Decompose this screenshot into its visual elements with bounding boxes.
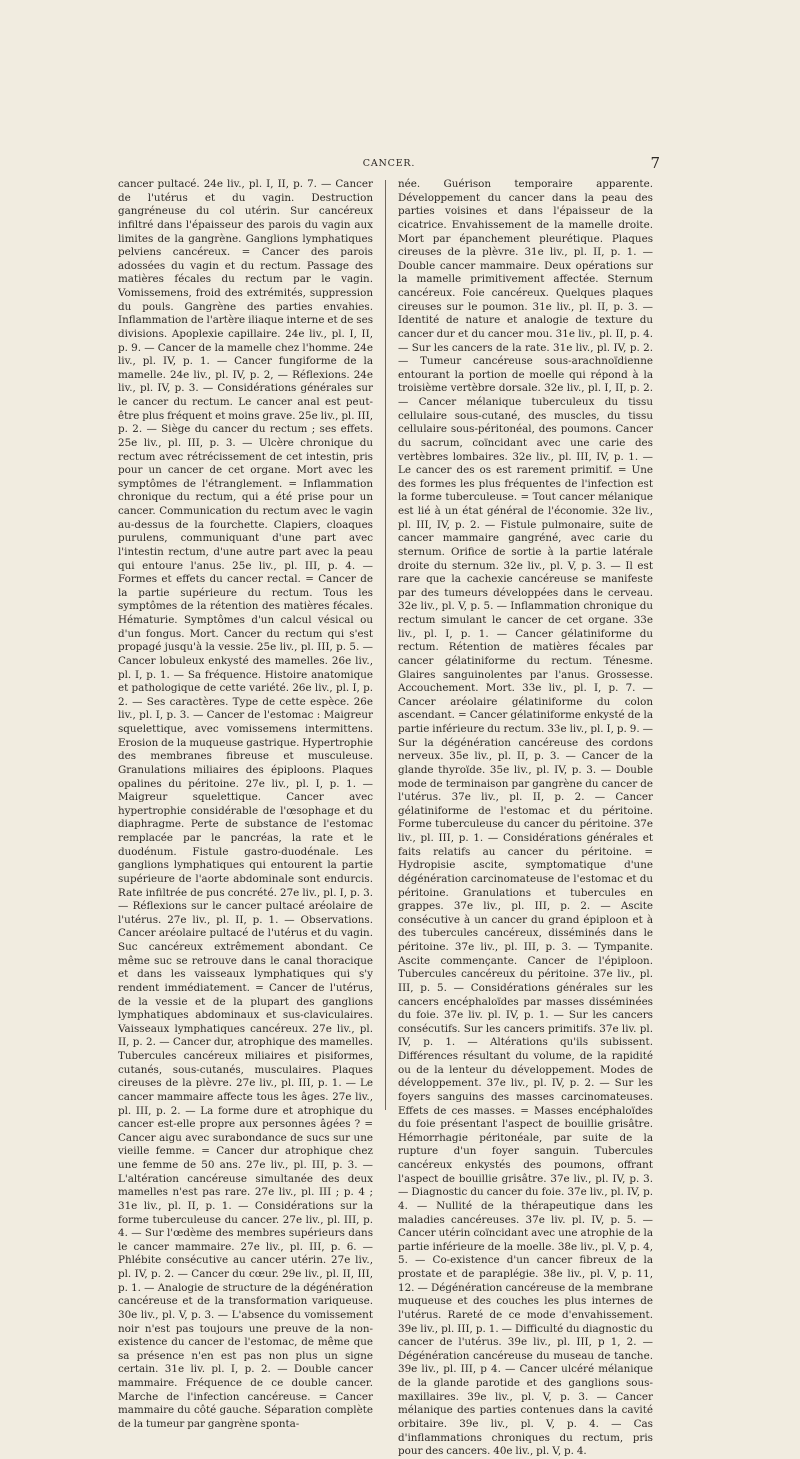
page-header xyxy=(118,154,660,180)
column-divider xyxy=(385,180,386,1110)
page-number: 7 xyxy=(650,154,660,172)
text-column-right xyxy=(398,178,653,1459)
column-text: cancer pultacé. 24e liv., pl. I, II, p. 7. — Cancer de l'utérus et du vagin. Destruction gangréneuse du col utérin. Sur cancéreux infiltré dans l'épaisseur des parois du vagin aux limites de la gangrène. Ganglions lymphatiques pelviens cancéreux. = Cancer des parois adossées du vagin et du rectum. Passage des matières fécales du rectum par le vagin. Vomissemens, froid des extrémités, suppression du pouls. Gangrène des parties envahies. Inflammation de l'artère iliaque interne et de ses divisions. Apoplexie capillaire. 24e liv., pl. I, II, p. 9. — Cancer de la mamelle chez l'homme. 24e liv., pl. IV, p. 1. — Cancer fungiforme de la mamelle. 24e liv., pl. IV, p. 2, — Réflexions. 24e liv., pl. IV, p. 3. — Considérations générales sur le cancer du rectum. Le cancer anal est peut-être plus fréquent et moins grave. 25e liv., pl. III, p. 2. — Siège du cancer du rectum ; ses effets. 25e liv., pl. III, p. 3. — Ulcère chronique du rectum avec rétrécissement de cet intestin, pris pour un cancer de cet organe. Mort avec les symptômes de l'étranglement. = Inflammation chronique du rectum, qui a été prise pour un cancer. Communication du rectum avec le vagin au-dessus de la fourchette. Clapiers, cloaques purulens, communiquant d'une part avec l'intestin rectum, d'une autre part avec la peau qui entoure l'anus. 25e liv., pl. III, p. 4. — Formes et effets du cancer rectal. = Cancer de la partie supérieure du rectum. Tous les symptômes de la rétention des matières fécales. Hématurie. Symptômes d'un calcul vésical ou d'un fongus. Mort. Cancer du rectum qui s'est propagé jusqu'à la vessie. 25e liv., pl. III, p. 5. — Cancer lobuleux enkysté des mamelles. 26e liv., pl. I, p. 1. — Sa fréquence. Histoire anatomique et pathologique de cette variété. 26e liv., pl. I, p. 2. — Ses caractères. Type de cette espèce. 26e liv., pl. I, p. 3. — Cancer de l'estomac : Maigreur squelettique, avec vomissemens intermittens. Erosion de la muqueuse gastrique. Hypertrophie des membranes fibreuse et musculeuse. Granulations miliaires des épiploons. Plaques opalines du péritoine. 27e liv., pl. I, p. 1. — Maigreur squelettique. Cancer avec hypertrophie considérable de l'œsophage et du diaphragme. Perte de substance de l'estomac remplacée par le pancréas, la rate et le duodénum. Fistule gastro-duodénale. Les ganglions lymphatiques qui entourent la partie supérieure de l'aorte abdominale sont endurcis. Rate infiltrée de pus concrété. 27e liv., pl. I, p. 3. — Réflexions sur le cancer pultacé aréolaire de l'utérus. 27e liv., pl. II, p. 1. — Observations. Cancer aréolaire pultacé de l'utérus et du vagin. Suc cancéreux extrêmement abondant. Ce même suc se retrouve dans le canal thoracique et dans les vaisseaux lymphatiques qui s'y rendent immédiatement. = Cancer de l'utérus, de la vessie et de la plupart des ganglions lymphatiques abdominaux et sus-claviculaires. Vaisseaux lymphatiques cancéreux. 27e liv., pl. II, p. 2. — Cancer dur, atrophique des mamelles. Tubercules cancéreux miliaires et pisiformes, cutanés, sous-cutanés, musculaires. Plaques cireuses de la plèvre. 27e liv., pl. III, p. 1. — Le cancer mammaire affecte tous les âges. 27e liv., pl. III, p. 2. — La forme dure et atrophique du cancer est-elle propre aux personnes âgées ? = Cancer aigu avec surabondance de sucs sur une vieille femme. = Cancer dur atrophique chez une femme de 50 ans. 27e liv., pl. III, p. 3. — L'altération cancéreuse simultanée des deux mamelles n'est pas rare. 27e liv., pl. III ; p. 4 ; 31e liv., pl. II, p. 1. — Considérations sur la forme tuberculeuse du cancer. 27e liv., pl. III, p. 4. — Sur l'œdème des membres supérieurs dans le cancer mammaire. 27e liv., pl. III, p. 6. — Phlébite consécutive au cancer utérin. 27e liv., pl. IV, p. 2. — Cancer du cœur. 29e liv., pl. II, III, p. 1. — Analogie de structure de la dégénération cancéreuse et de la transformation variqueuse. 30e liv., pl. V, p. 3. — L'absence du vomissement noir n'est pas toujours une preuve de la non-existence du cancer de l'estomac, de même que sa présence n'en est pas non plus un signe certain. 31e liv. pl. I, p. 2. — Double cancer mammaire. Fréquence de ce double cancer. Marche de l'infection cancéreuse. = Cancer mammaire du côté gauche. Séparation complète de la tumeur par gangrène sponta- xyxy=(118,178,373,1430)
column-text: née. Guérison temporaire apparente. Développement du cancer dans la peau des parties voisines et dans l'épaisseur de la cicatrice. Envahissement de la mamelle droite. Mort par épanchement pleurétique. Plaques cireuses de la plèvre. 31e liv., pl. II, p. 1. — Double cancer mammaire. Deux opérations sur la mamelle primitivement affectée. Sternum cancéreux. Foie cancéreux. Quelques plaques cireuses sur le poumon. 31e liv., pl. II, p. 3. — Identité de nature et analogie de texture du cancer dur et du cancer mou. 31e liv., pl. II, p. 4. — Sur les cancers de la rate. 31e liv., pl. IV, p. 2. — Tumeur cancéreuse sous-arachnoïdienne entourant la portion de moelle qui répond à la troisième vertèbre dorsale. 32e liv., pl. I, II, p. 2. — Cancer mélanique tuberculeux du tissu cellulaire sous-cutané, des muscles, du tissu cellulaire sous-péritonéal, des poumons. Cancer du sacrum, coïncidant avec une carie des vertèbres lombaires. 32e liv., pl. III, IV, p. 1. — Le cancer des os est rarement primitif. = Une des formes les plus fréquentes de l'infection est la forme tuberculeuse. = Tout cancer mélanique est lié à un état général de l'économie. 32e liv., pl. III, IV, p. 2. — Fistule pulmonaire, suite de cancer mammaire gangréné, avec carie du sternum. Orifice de sortie à la partie latérale droite du sternum. 32e liv., pl. V, p. 3. — Il est rare que la cachexie cancéreuse se manifeste par des tumeurs développées dans le cerveau. 32e liv., pl. V, p. 5. — Inflammation chronique du rectum simulant le cancer de cet organe. 33e liv., pl. I, p. 1. — Cancer gélatiniforme du rectum. Rétention de matières fécales par cancer gélatiniforme du rectum. Ténesme. Glaires sanguinolentes par l'anus. Grossesse. Accouchement. Mort. 33e liv., pl. I, p. 7. — Cancer aréolaire gélatiniforme du colon ascendant. = Cancer gélatiniforme enkysté de la partie inférieure du rectum. 33e liv., pl. I, p. 9. — Sur la dégénération cancéreuse des cordons nerveux. 35e liv., pl. II, p. 3. — Cancer de la glande thyroïde. 35e liv., pl. IV, p. 3. — Double mode de terminaison par gangrène du cancer de l'utérus. 37e liv., pl. II, p. 2. — Cancer gélatiniforme de l'estomac et du péritoine. Forme tuberculeuse du cancer du péritoine. 37e liv., pl. III, p. 1. — Considérations générales et faits relatifs au cancer du péritoine. = Hydropisie ascite, symptomatique d'une dégénération carcinomateuse de l'estomac et du péritoine. Granulations et tubercules en grappes. 37e liv., pl. III, p. 2. — Ascite consécutive à un cancer du grand épiploon et à des tubercules cancéreux, disséminés dans le péritoine. 37e liv., pl. III, p. 3. — Tympanite. Ascite commençante. Cancer de l'épiploon. Tubercules cancéreux du péritoine. 37e liv., pl. III, p. 5. — Considérations générales sur les cancers encéphaloïdes par masses disséminées du foie. 37e liv. pl. IV, p. 1. — Sur les cancers consécutifs. Sur les cancers primitifs. 37e liv. pl. IV, p. 1. — Altérations qu'ils subissent. Différences résultant du volume, de la rapidité ou de la lenteur du développement. Modes de développement. 37e liv., pl. IV, p. 2. — Sur les foyers sanguins des masses carcinomateuses. Effets de ces masses. = Masses encéphaloïdes du foie présentant l'aspect de bouillie grisâtre. Hémorrhagie péritonéale, par suite de la rupture d'un foyer sanguin. Tubercules cancéreux enkystés des poumons, offrant l'aspect de bouillie grisâtre. 37e liv., pl. IV, p. 3. — Diagnostic du cancer du foie. 37e liv., pl. IV, p. 4. — Nullité de la thérapeutique dans les maladies cancéreuses. 37e liv. pl. IV, p. 5. — Cancer utérin coïncidant avec une atrophie de la partie inférieure de la moelle. 38e liv., pl. V, p. 4, 5. — Co-existence d'un cancer fibreux de la prostate et de paraplégie. 38e liv., pl. V, p. 11, 12. — Dégénération cancéreuse de la membrane muqueuse et des couches les plus internes de l'utérus. Rareté de ce mode d'envahissement. 39e liv., pl. III, p. 1. — Difficulté du diagnostic du cancer de l'utérus. 39e liv., pl. III, p 1, 2. — Dégénération cancéreuse du museau de tanche. 39e liv., pl. III, p 4. — Cancer ulcéré mélanique de la glande parotide et des ganglions sous-maxillaires. 39e liv., pl. V, p. 3. — Cancer mélanique des parties contenues dans la cavité orbitaire. 39e liv., pl. V, p. 4. — Cas d'inflammations chroniques du rectum, pris pour des cancers. 40e liv., pl. V, p. 4. xyxy=(398,178,653,1458)
text-column-left xyxy=(118,178,373,1432)
running-head: CANCER. xyxy=(362,158,416,169)
